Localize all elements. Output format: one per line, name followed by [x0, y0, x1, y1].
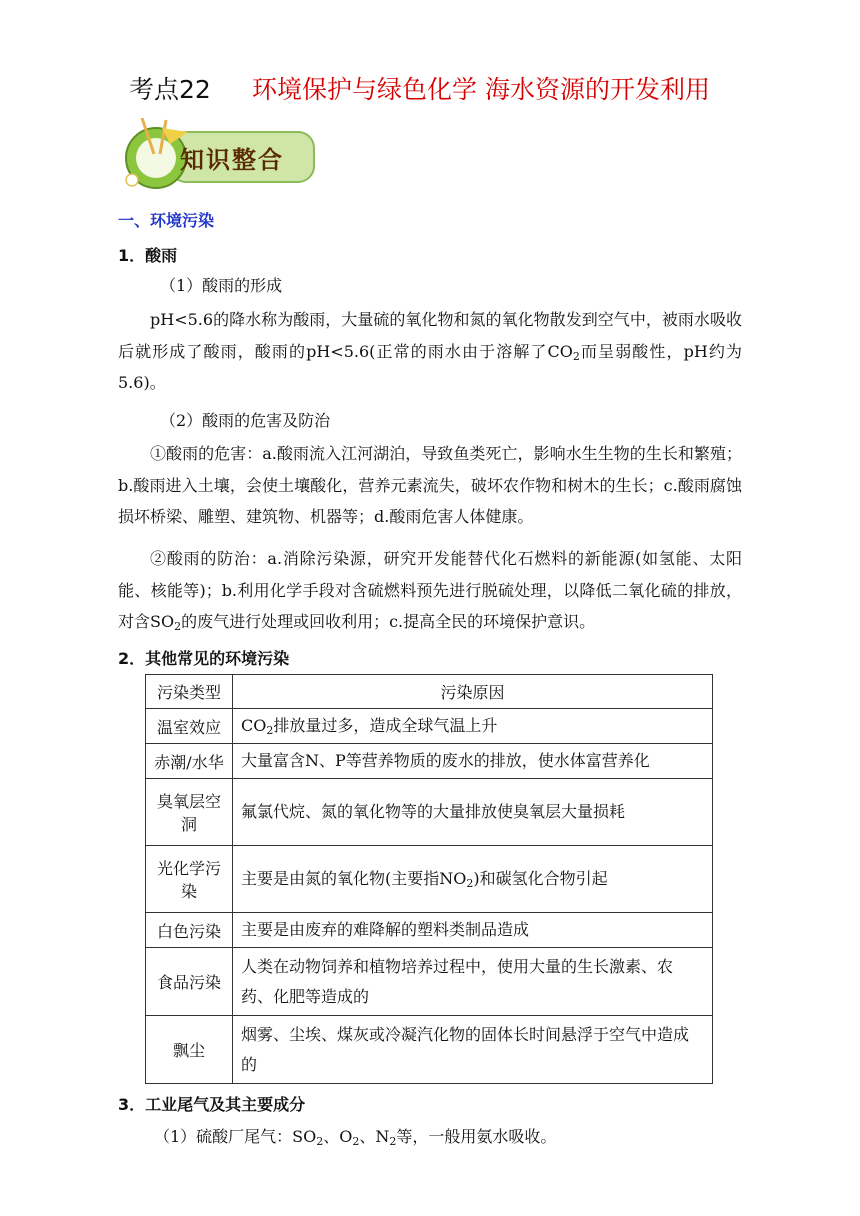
acid-rain-formation-text: pH<5.6的降水称为酸雨，大量硫的氧化物和氮的氧化物散发到空气中，被雨水吸收后就形成了酸雨，酸雨的pH<5.6(正常的雨水由于溶解了$CO_2$而呈弱酸性，pH约为5.6)。: [118, 310, 742, 392]
topic-title: 环境保护与绿色化学 海水资源的开发利用: [252, 75, 710, 104]
heading-industrial-exhaust: 3．工业尾气及其主要成分: [118, 1095, 306, 1114]
section-heading-pollution: 一、环境污染: [118, 211, 215, 230]
table-header-type: 污染类型: [146, 675, 233, 709]
acid-rain-harm-title: （2）酸雨的危害及防治: [160, 411, 331, 430]
sulfuric-acid-plant-text: （1）硫酸厂尾气：$SO_2$、$O_2$、$N_2$等，一般用氨水吸收。: [154, 1127, 557, 1148]
table-row: 赤潮/水华 大量富含N、P等营养物质的废水的排放，使水体富营养化: [146, 744, 713, 779]
knowledge-badge-label: 知识整合: [180, 146, 284, 174]
acid-rain-harm-text: ①酸雨的危害：a.酸雨流入江河湖泊，导致鱼类死亡，影响水生生物的生长和繁殖；b.酸雨进入土壤，会使土壤酸化，营养元素流失，破坏农作物和树木的生长；c.酸雨腐蚀损坏桥梁、雕塑、建筑物、机器等；d.酸雨危害人体健康。: [118, 444, 742, 526]
table-row: 臭氧层空洞 氟氯代烷、氮的氧化物等的大量排放使臭氧层大量损耗: [146, 779, 713, 846]
acid-rain-formation-title: （1）酸雨的形成: [160, 276, 283, 295]
table-row: 食品污染 人类在动物饲养和植物培养过程中，使用大量的生长激素、农药、化肥等造成的: [146, 948, 713, 1016]
table-row: 光化学污染 主要是由氮的氧化物(主要指$NO_2$)和碳氢化合物引起: [146, 846, 713, 913]
heading-other-pollution: 2．其他常见的环境污染: [118, 649, 290, 668]
table-header-row: [146, 675, 713, 709]
table-header-cause: 污染原因: [233, 675, 713, 709]
table-row: 白色污染 主要是由废弃的难降解的塑料类制品造成: [146, 913, 713, 948]
topic-number: 考点22: [129, 75, 211, 104]
acid-rain-prevention-text: ②酸雨的防治：a.消除污染源，研究开发能替代化石燃料的新能源(如氢能、太阳能、核能等)；b.利用化学手段对含硫燃料预先进行脱硫处理，以降低二氧化硫的排放，对含$SO_2$的废气进行处理或回收利用；c.提高全民的环境保护意识。: [118, 549, 742, 633]
table-row: 飘尘 烟雾、尘埃、煤灰或冷凝汽化物的固体长时间悬浮于空气中造成的: [146, 1016, 713, 1084]
table-row: 温室效应 $CO_2$排放量过多，造成全球气温上升: [146, 709, 713, 744]
pollution-table: [145, 674, 713, 1084]
heading-acid-rain: 1．酸雨: [118, 246, 178, 265]
